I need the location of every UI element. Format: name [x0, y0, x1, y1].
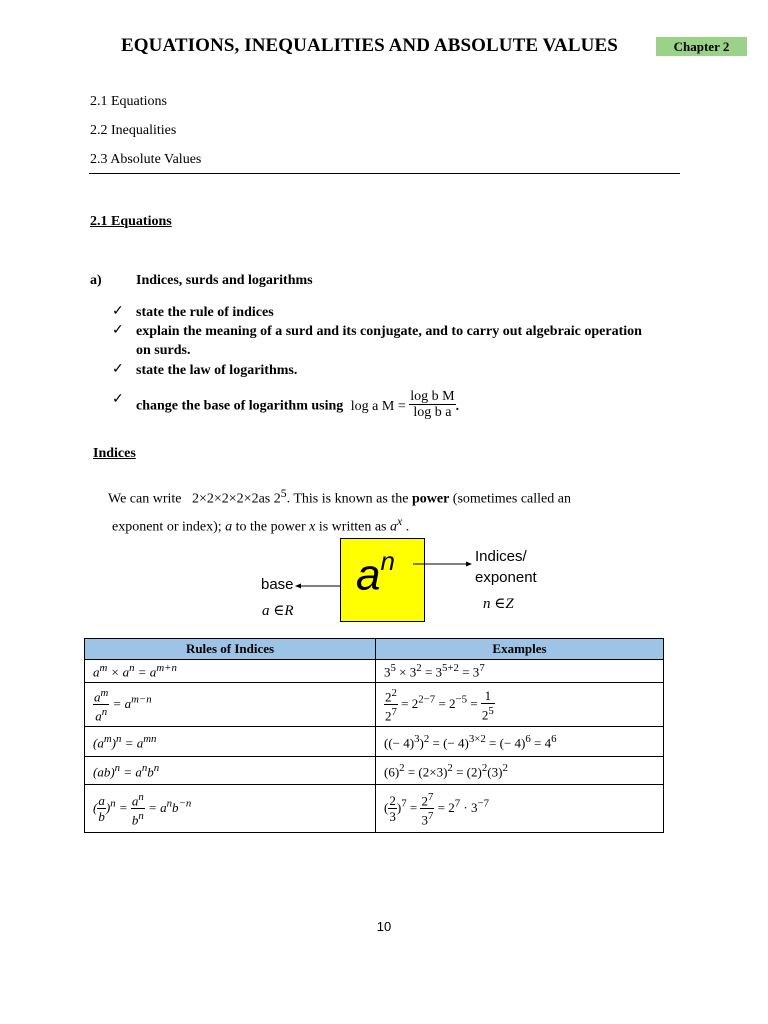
indices-heading: Indices: [93, 446, 136, 461]
subsection-title: Indices, surds and logarithms: [136, 273, 313, 288]
base-arrowhead: [295, 584, 301, 589]
page-header-title: EQUATIONS, INEQUALITIES AND ABSOLUTE VALUES: [121, 35, 618, 56]
objective-item: [112, 322, 652, 360]
example-quotient-power: ( $\frac{2}{3}$ )$^7$ = $\frac{2^7}{3^7}$ = $2^7 \cdot 3^{-7}$: [376, 785, 664, 833]
rules-of-indices-table: [84, 638, 664, 833]
table-header-examples: Examples: [376, 639, 664, 660]
power-term: power: [411, 491, 450, 507]
indices-paragraph: We can write 2×2×2×2×2as $2^5$. This is known as the power (sometimes called an exponent or index); a to the power x is written as $a^x$ .: [108, 487, 571, 535]
power-symbol: $a^n$: [356, 546, 395, 600]
rule-quotient: $\frac{a^m}{a^n}$ = $a^{m-n}$: [85, 683, 376, 727]
base-domain: a ∈R: [262, 603, 294, 619]
table-row: [85, 683, 664, 727]
objective-text: explain the meaning of a surd and its conjugate, and to carry out algebraic operation on surds.: [136, 324, 642, 358]
objective-item: [112, 303, 652, 322]
base-label: base: [261, 576, 294, 593]
subsection-label: a): [90, 273, 102, 288]
product-expression: 2×2×2×2×2: [192, 491, 259, 507]
formula-numerator: log b M: [410, 389, 455, 404]
table-row: [85, 660, 664, 683]
table-header-rules: Rules of Indices: [85, 639, 376, 660]
rule-product-power: $(ab)^n = a^nb^n$: [85, 757, 376, 785]
example-quotient: $\frac{2^2}{2^7}$ = $2^{2-7} = 2^{-5}$ = $\frac{1}{2^5}$: [376, 683, 664, 727]
rule-power-of-power: $(a^m)^n = a^{mn}$: [85, 727, 376, 757]
exponent-arrowhead: [466, 562, 472, 567]
change-of-base-formula: log a M = $\frac{\text{log b M}}{\text{log b a}}$ .: [350, 389, 460, 420]
diagram-arrows: [295, 555, 475, 595]
example-product: $3^5 \times 3^2 = 3^{5+2} = 3^7$: [376, 660, 664, 683]
exponent-label: Indices/ exponent: [475, 548, 537, 586]
toc-divider: [89, 173, 680, 174]
exponent-domain: n ∈Z: [483, 596, 514, 612]
toc-item-equations: 2.1 Equations: [90, 94, 167, 109]
table-row: [85, 727, 664, 757]
toc-item-inequalities: 2.2 Inequalities: [90, 123, 177, 138]
table-row: [85, 757, 664, 785]
objective-item: [112, 361, 652, 380]
formula-denominator: log b a: [413, 405, 452, 420]
section-title: 2.1 Equations: [90, 214, 172, 229]
page-number: 10: [376, 919, 392, 934]
rule-quotient-power: ( $\frac{a}{b}$ )$^n$ = $\frac{a^n}{b^n}$ = $a^nb^{-n}$: [85, 785, 376, 833]
objective-text: change the base of logarithm using: [136, 398, 344, 414]
chapter-badge: Chapter 2: [656, 37, 747, 56]
check-icon: ✓: [112, 304, 124, 319]
toc-item-absolute-values: 2.3 Absolute Values: [90, 152, 202, 167]
objective-text: state the law of logarithms.: [136, 363, 298, 378]
formula-lhs: log a M =: [350, 398, 406, 414]
check-icon: ✓: [112, 392, 124, 407]
objective-item: [112, 391, 652, 422]
check-icon: ✓: [112, 323, 124, 338]
objective-text: state the rule of indices: [136, 305, 274, 320]
check-icon: ✓: [112, 362, 124, 377]
table-header-row: [85, 639, 664, 660]
example-product-power: $(6)^2 = (2\times 3)^2 = (2)^2(3)^2$: [376, 757, 664, 785]
example-power-of-power: ((− 4)$^3$)$^2$ = (− 4)$^{3\times 2}$ = (− $4)^6 = 4^6$: [376, 727, 664, 757]
rule-product: $a^m \times a^n = a^{m+n}$: [85, 660, 376, 683]
table-row: [85, 785, 664, 833]
